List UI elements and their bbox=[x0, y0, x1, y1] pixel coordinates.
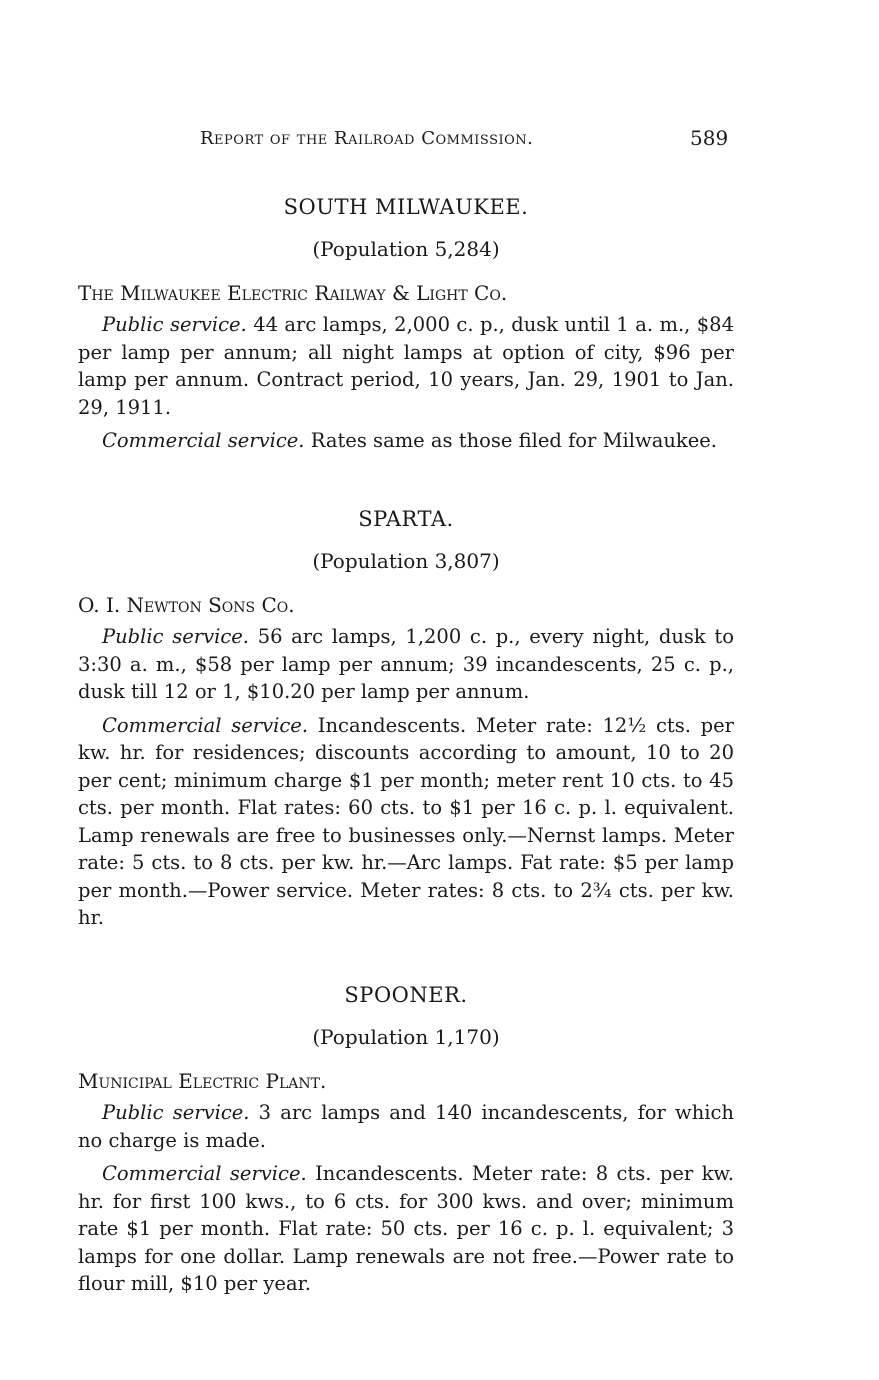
public-service-label: Public service. bbox=[102, 625, 250, 648]
commercial-service-text: Incandescents. Meter rate: 12½ cts. per kw. hr. for residences; discounts according to amount, 10 to 20 per cent; minimum charge $1 per month; meter rent 10 cts. to 45 cts. per month. Flat rates: 60 cts. to $1 per 16 c. p. l. equivalent. Lamp renewals are free to businesses only.—Nernst lamps. Meter rate: 5 cts. to 8 cts. per kw. hr.—Arc lamps. Fat rate: $5 per lamp per month.—Power service. Meter rates: 8 cts. to 2¾ cts. per kw. hr. bbox=[78, 713, 734, 929]
commercial-service-label: Commercial service. bbox=[102, 429, 305, 452]
page-number: 589 bbox=[690, 126, 729, 150]
commercial-service-label: Commercial service. bbox=[102, 713, 309, 737]
population: (Population 1,170) bbox=[312, 1025, 500, 1049]
public-service-text: 44 arc lamps, 2,000 c. p., dusk until 1 a. m., $84 per lamp per annum; all night lamps at option of city, $96 per lamp per annum. Contract period, 10 years, Jan. 29, 1901 to Jan. 29, 1911. bbox=[78, 313, 734, 419]
town-name: SPOONER. bbox=[344, 983, 468, 1007]
population: (Population 5,284) bbox=[312, 237, 500, 261]
company-name: The Milwaukee Electric Railway & Light Co. bbox=[78, 281, 508, 305]
town-name: SOUTH MILWAUKEE. bbox=[283, 195, 529, 219]
town-name: SPARTA. bbox=[358, 507, 454, 531]
commercial-service-paragraph bbox=[78, 427, 734, 455]
commercial-service-text: Incandescents. Meter rate: 8 cts. per kw. hr. for first 100 kws., to 6 cts. for 300 kws. and over; minimum rate $1 per month. Flat rate: 50 cts. per 16 c. p. l. equivalent; 3 lamps for one dollar. Lamp renewals are not free.—Power rate to flour mill, $10 per year. bbox=[78, 1162, 734, 1295]
company-name: Municipal Electric Plant. bbox=[78, 1069, 327, 1093]
running-head: Report of the Railroad Commission. bbox=[200, 128, 534, 149]
section-sparta bbox=[78, 507, 734, 932]
commercial-service-text: Rates same as those filed for Milwaukee. bbox=[310, 429, 717, 452]
commercial-service-paragraph bbox=[78, 712, 734, 932]
public-service-paragraph bbox=[78, 1099, 734, 1154]
population: (Population 3,807) bbox=[312, 549, 500, 573]
section-spooner bbox=[78, 983, 734, 1298]
public-service-paragraph bbox=[78, 623, 734, 706]
public-service-paragraph bbox=[78, 311, 734, 421]
public-service-label: Public service. bbox=[102, 313, 247, 336]
company-name: O. I. Newton Sons Co. bbox=[78, 593, 295, 617]
public-service-text: 3 arc lamps and 140 incandescents, for which no charge is made. bbox=[78, 1101, 734, 1152]
commercial-service-label: Commercial service. bbox=[102, 1162, 307, 1185]
commercial-service-paragraph bbox=[78, 1160, 734, 1298]
public-service-label: Public service. bbox=[102, 1101, 250, 1124]
section-south-milwaukee bbox=[78, 195, 734, 455]
public-service-text: 56 arc lamps, 1,200 c. p., every night, dusk to 3:30 a. m., $58 per lamp per annum; 39 incandescents, 25 c. p., dusk till 12 or 1, $10.20 per lamp per annum. bbox=[78, 625, 734, 703]
